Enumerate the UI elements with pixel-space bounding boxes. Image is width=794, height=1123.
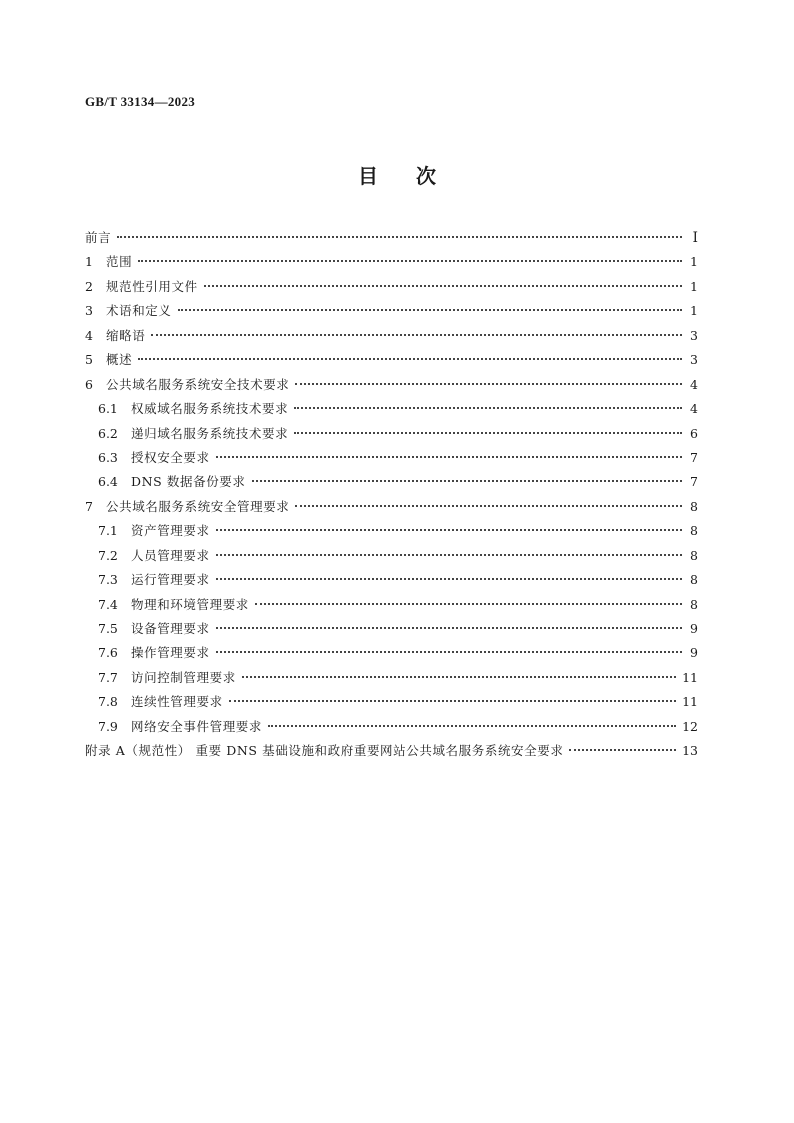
toc-dot-leader (216, 650, 682, 653)
toc-entry[interactable] (85, 568, 698, 592)
toc-entry-page: 11 (682, 669, 698, 685)
toc-entry[interactable] (85, 617, 698, 641)
toc-entry[interactable] (85, 641, 698, 665)
toc-entry-label: 公共域名服务系统安全技术要求 (106, 376, 290, 392)
toc-entry-page: 4 (690, 401, 698, 417)
standard-code: GB/T 33134—2023 (85, 94, 196, 109)
toc-entry-number: 1 (85, 254, 93, 270)
toc-entry-page: 9 (690, 645, 698, 661)
toc-entry-page: 8 (690, 596, 698, 612)
toc-entry-label: 公共域名服务系统安全管理要求 (106, 498, 290, 514)
toc-entry-page: 3 (690, 352, 698, 368)
toc-entry-label: 访问控制管理要求 (131, 669, 236, 685)
toc-entry-page: 6 (690, 425, 698, 441)
toc-dot-leader (216, 626, 682, 629)
toc-entry[interactable] (85, 690, 698, 714)
toc-entry[interactable] (85, 715, 698, 739)
toc-entry-label: 范围 (106, 254, 133, 270)
toc-entry[interactable] (85, 495, 698, 519)
toc-entry-page: 8 (690, 498, 698, 514)
toc-entry-label: 术语和定义 (106, 303, 172, 319)
toc-entry-page: 8 (690, 547, 698, 563)
toc-dot-leader (216, 455, 682, 458)
toc-entry-label: 缩略语 (106, 327, 146, 343)
toc-dot-leader (117, 235, 682, 238)
toc-entry-number: 6.3 (98, 449, 118, 465)
toc-entry-label: 前言 (85, 230, 112, 245)
toc-entry-page: 7 (690, 449, 698, 465)
toc-dot-leader (204, 284, 682, 287)
toc-entry-number: 7.8 (98, 694, 118, 710)
toc-entry-label: 递归域名服务系统技术要求 (131, 425, 289, 441)
toc-entry[interactable] (85, 739, 698, 763)
toc-entry[interactable] (85, 519, 698, 543)
toc-entry-number: 4 (85, 327, 93, 343)
toc-dot-leader (268, 724, 676, 727)
toc-entry-label: 物理和环境管理要求 (131, 596, 249, 612)
toc-entry-page: 1 (690, 303, 698, 319)
toc-entry-label: 资产管理要求 (131, 523, 210, 539)
toc-entry-number: 6.1 (98, 401, 118, 417)
toc-entry-page: 11 (682, 694, 698, 710)
toc-entry[interactable] (85, 226, 698, 250)
toc-entry-page: 1 (690, 278, 698, 294)
toc-entry-label: 授权安全要求 (131, 449, 210, 465)
toc-entry-number: 2 (85, 278, 93, 294)
toc-entry-label: 附录 A（规范性） 重要 DNS 基础设施和政府重要网站公共域名服务系统安全要求 (85, 743, 564, 759)
toc-dot-leader (151, 333, 682, 336)
toc-entry-page: 1 (690, 254, 698, 270)
toc-dot-leader (138, 357, 682, 360)
toc-dot-leader (138, 259, 682, 262)
toc-entry[interactable] (85, 275, 698, 299)
toc-entry-label: 规范性引用文件 (106, 278, 198, 294)
toc-list (85, 226, 698, 764)
toc-entry-label: 操作管理要求 (131, 645, 210, 661)
toc-entry-page: 9 (690, 621, 698, 636)
toc-entry[interactable] (85, 544, 698, 568)
toc-entry-number: 7.3 (98, 572, 118, 588)
toc-dot-leader (255, 602, 682, 605)
toc-entry-number: 7.1 (98, 523, 118, 539)
toc-entry-label: 人员管理要求 (131, 547, 210, 563)
toc-entry-number: 7.5 (98, 621, 118, 636)
toc-entry-page: 8 (690, 523, 698, 539)
toc-entry-number: 7.7 (98, 669, 118, 685)
toc-title-part2: 次 (416, 164, 436, 188)
toc-entry[interactable] (85, 470, 698, 494)
toc-dot-leader (252, 479, 683, 482)
toc-dot-leader (569, 748, 676, 751)
toc-dot-leader (216, 528, 682, 531)
toc-entry-number: 7.4 (98, 596, 118, 612)
toc-title-part1: 目 (358, 164, 378, 188)
toc-entry-label: 概述 (106, 352, 133, 368)
toc-dot-leader (294, 406, 682, 409)
toc-entry-label: 连续性管理要求 (131, 694, 223, 710)
toc-entry-number: 5 (85, 352, 93, 368)
toc-entry[interactable] (85, 397, 698, 421)
toc-entry-label: 网络安全事件管理要求 (131, 718, 263, 734)
toc-entry[interactable] (85, 299, 698, 323)
toc-dot-leader (295, 504, 682, 507)
toc-entry-number: 6.4 (98, 474, 118, 490)
toc-entry[interactable] (85, 324, 698, 348)
toc-entry-page: I (692, 230, 698, 246)
toc-entry[interactable] (85, 348, 698, 372)
toc-entry[interactable] (85, 593, 698, 617)
toc-dot-leader (242, 675, 676, 678)
toc-entry-page: 12 (682, 718, 698, 734)
toc-entry[interactable] (85, 666, 698, 690)
toc-entry[interactable] (85, 446, 698, 470)
toc-dot-leader (216, 553, 682, 556)
toc-entry-number: 7 (85, 498, 93, 514)
toc-entry-number: 6 (85, 376, 93, 392)
toc-entry[interactable] (85, 250, 698, 274)
toc-entry[interactable] (85, 422, 698, 446)
toc-entry-label: 设备管理要求 (131, 621, 210, 636)
toc-dot-leader (229, 699, 676, 702)
toc-dot-leader (178, 308, 682, 311)
toc-dot-leader (294, 431, 682, 434)
toc-title (0, 160, 794, 189)
toc-dot-leader (216, 577, 682, 580)
toc-entry-label: 运行管理要求 (131, 572, 210, 588)
toc-entry-label: 权威域名服务系统技术要求 (131, 401, 289, 417)
toc-entry-page: 13 (682, 743, 698, 759)
toc-entry-number: 3 (85, 303, 93, 319)
toc-entry-page: 8 (690, 572, 698, 588)
toc-entry-page: 3 (690, 327, 698, 343)
toc-entry-label: DNS 数据备份要求 (131, 474, 246, 490)
toc-entry-number: 7.6 (98, 645, 118, 661)
toc-dot-leader (295, 382, 682, 385)
toc-entry-page: 7 (690, 474, 698, 490)
toc-entry-number: 6.2 (98, 425, 118, 441)
toc-entry-number: 7.9 (98, 718, 118, 734)
toc-entry-number: 7.2 (98, 547, 118, 563)
toc-entry-page: 4 (690, 376, 698, 392)
toc-entry[interactable] (85, 373, 698, 397)
